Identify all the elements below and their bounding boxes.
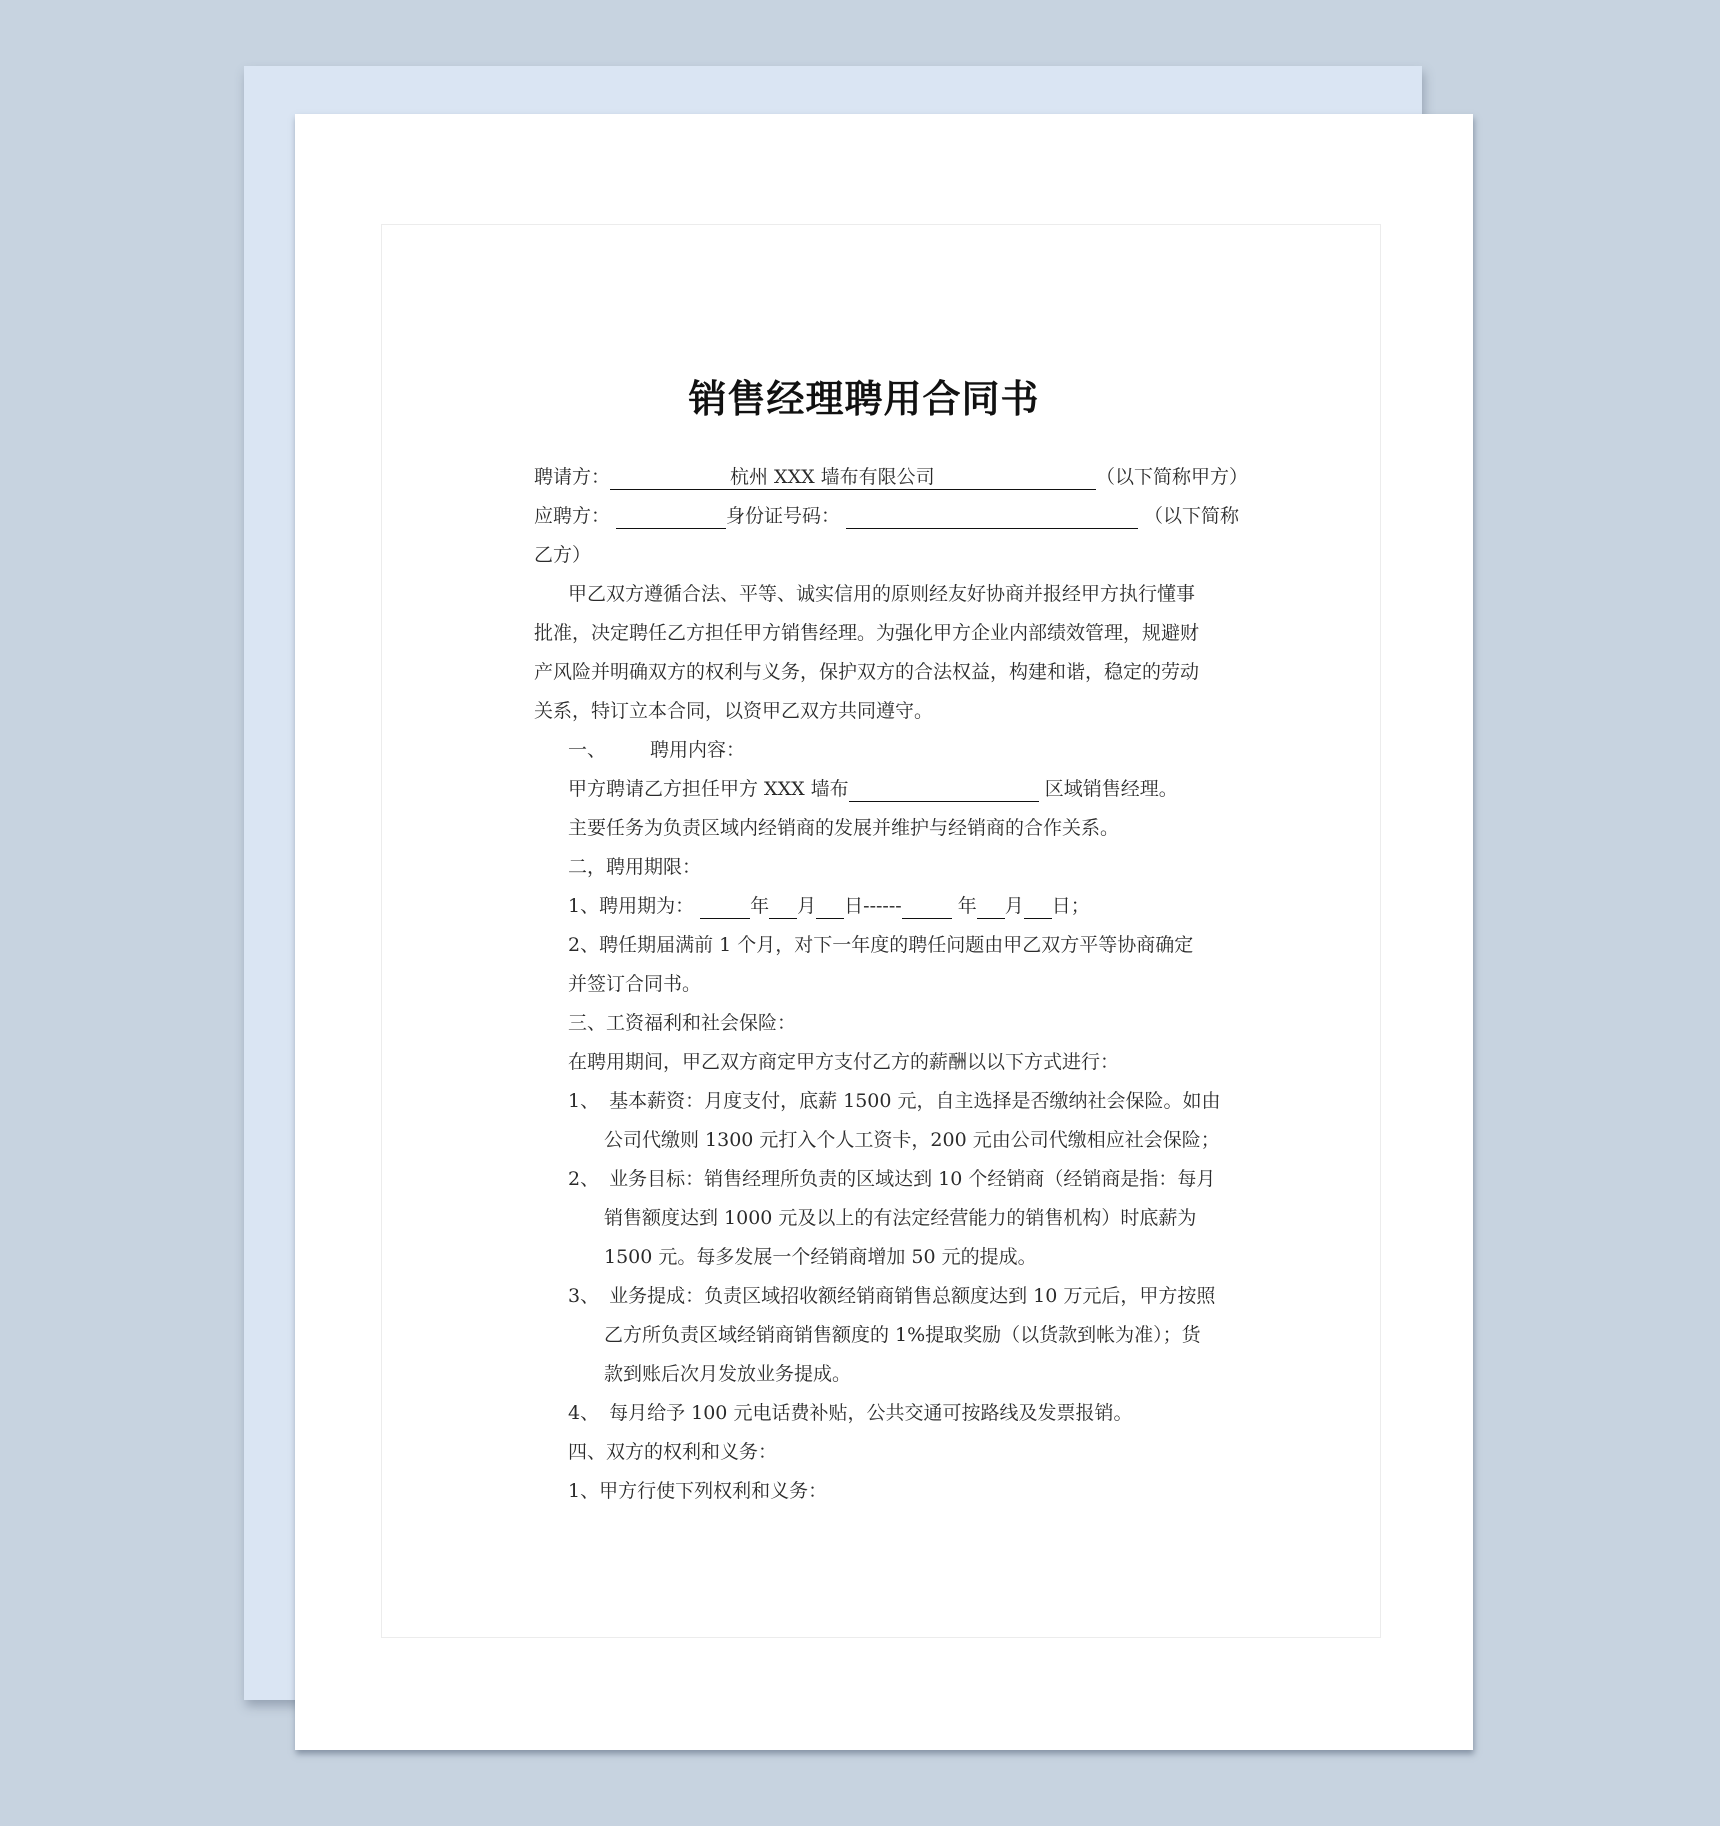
salary-item-2-cont: 销售额度达到 1000 元及以上的有法定经营能力的销售机构）时底薪为: [604, 1207, 1197, 1229]
section-2-item-2-line: 2、聘任期届满前 1 个月，对下一年度的聘任问题由甲乙双方平等协商确定: [568, 934, 1194, 956]
employment-period-label: 1、聘用期为：: [568, 895, 695, 917]
section-4-heading: 四、双方的权利和义务：: [568, 1441, 778, 1463]
salary-item-2-cont: 1500 元。每多发展一个经销商增加 50 元的提成。: [604, 1246, 1037, 1268]
party-b-suffix-cont: 乙方）: [534, 544, 592, 566]
preamble-line: 关系，特订立本合同，以资甲乙双方共同遵守。: [534, 700, 934, 722]
section-3-intro: 在聘用期间，甲乙双方商定甲方支付乙方的薪酬以以下方式进行：: [568, 1051, 1120, 1073]
party-a-value: 杭州 XXX 墙布有限公司: [730, 466, 935, 488]
item-text: 基本薪资：月度支付，底薪 1500 元，自主选择是否缴纳社会保险。如由: [609, 1090, 1221, 1112]
salary-item-3-cont: 款到账后次月发放业务提成。: [604, 1363, 852, 1385]
item-number: 2、: [568, 1168, 600, 1190]
item-text: 业务提成：负责区域招收额经销商销售总额度达到 10 万元后，甲方按照: [609, 1285, 1216, 1307]
employment-period-line: [568, 887, 1090, 926]
party-a-suffix: （以下简称甲方）: [1096, 466, 1249, 488]
section-1-line-1-prefix: 甲方聘请乙方担任甲方 XXX 墙布: [568, 778, 849, 800]
section-1-number: 一、: [568, 739, 607, 761]
month-label: 月: [797, 895, 817, 917]
salary-item-3: [568, 1277, 1215, 1316]
party-b-line: [534, 497, 1239, 536]
item-number: 1、: [568, 1090, 600, 1112]
party-a-field[interactable]: [610, 465, 1096, 490]
section-1-line-2: 主要任务为负责区域内经销商的发展并维护与经销商的合作关系。: [568, 817, 1120, 839]
section-3-heading: 三、工资福利和社会保险：: [568, 1012, 797, 1034]
item-text: 每月给予 100 元电话费补贴，公共交通可按路线及发票报销。: [609, 1402, 1133, 1424]
item-text: 业务目标：销售经理所负责的区域达到 10 个经销商（经销商是指：每月: [609, 1168, 1216, 1190]
document-page: [295, 114, 1473, 1750]
section-2-heading: 二，聘用期限：: [568, 856, 702, 878]
preamble-line: 批准，决定聘任乙方担任甲方销售经理。为强化甲方企业内部绩效管理，规避财: [534, 622, 1200, 644]
item-number: 3、: [568, 1285, 600, 1307]
day-label: 日------: [844, 895, 902, 917]
party-b-name-field[interactable]: [616, 504, 726, 529]
end-day-field[interactable]: [1024, 894, 1052, 919]
document-title: 销售经理聘用合同书: [688, 377, 1040, 421]
preamble-line: 产风险并明确双方的权利与义务，保护双方的合法权益，构建和谐，稳定的劳动: [534, 661, 1200, 683]
end-month-field[interactable]: [977, 894, 1005, 919]
section-1-line-1-suffix: 区域销售经理。: [1038, 778, 1178, 800]
end-year-field[interactable]: [902, 894, 952, 919]
preamble-line: 甲乙双方遵循合法、平等、诚实信用的原则经友好协商并报经甲方执行懂事: [568, 583, 1196, 605]
start-day-field[interactable]: [816, 894, 844, 919]
year-label: 年: [957, 895, 977, 917]
year-label: 年: [750, 895, 770, 917]
month-label: 月: [1004, 895, 1024, 917]
id-number-label: 身份证号码：: [726, 505, 841, 527]
section-4-item-1: 1、甲方行使下列权利和义务：: [568, 1480, 828, 1502]
start-year-field[interactable]: [700, 894, 750, 919]
section-1-line-1: [568, 770, 1178, 809]
party-b-label: 应聘方：: [534, 505, 611, 527]
item-number: 4、: [568, 1402, 600, 1424]
section-1-heading: [568, 731, 745, 770]
salary-item-3-cont: 乙方所负责区域经销商销售额度的 1%提取奖励（以货款到帐为准）；货: [604, 1324, 1201, 1346]
day-label: 日；: [1051, 895, 1090, 917]
salary-item-1: [568, 1082, 1221, 1121]
party-a-line: [534, 458, 1248, 497]
salary-item-2: [568, 1160, 1215, 1199]
start-month-field[interactable]: [769, 894, 797, 919]
party-a-label: 聘请方：: [534, 466, 611, 488]
salary-item-4: [568, 1394, 1132, 1433]
id-number-field[interactable]: [846, 504, 1138, 529]
region-field[interactable]: [849, 777, 1039, 802]
salary-item-1-cont: 公司代缴则 1300 元打入个人工资卡，200 元由公司代缴相应社会保险；: [604, 1129, 1220, 1151]
party-b-suffix: （以下简称: [1144, 505, 1240, 527]
section-2-item-2-line: 并签订合同书。: [568, 973, 702, 995]
section-1-title: 聘用内容：: [650, 739, 746, 761]
